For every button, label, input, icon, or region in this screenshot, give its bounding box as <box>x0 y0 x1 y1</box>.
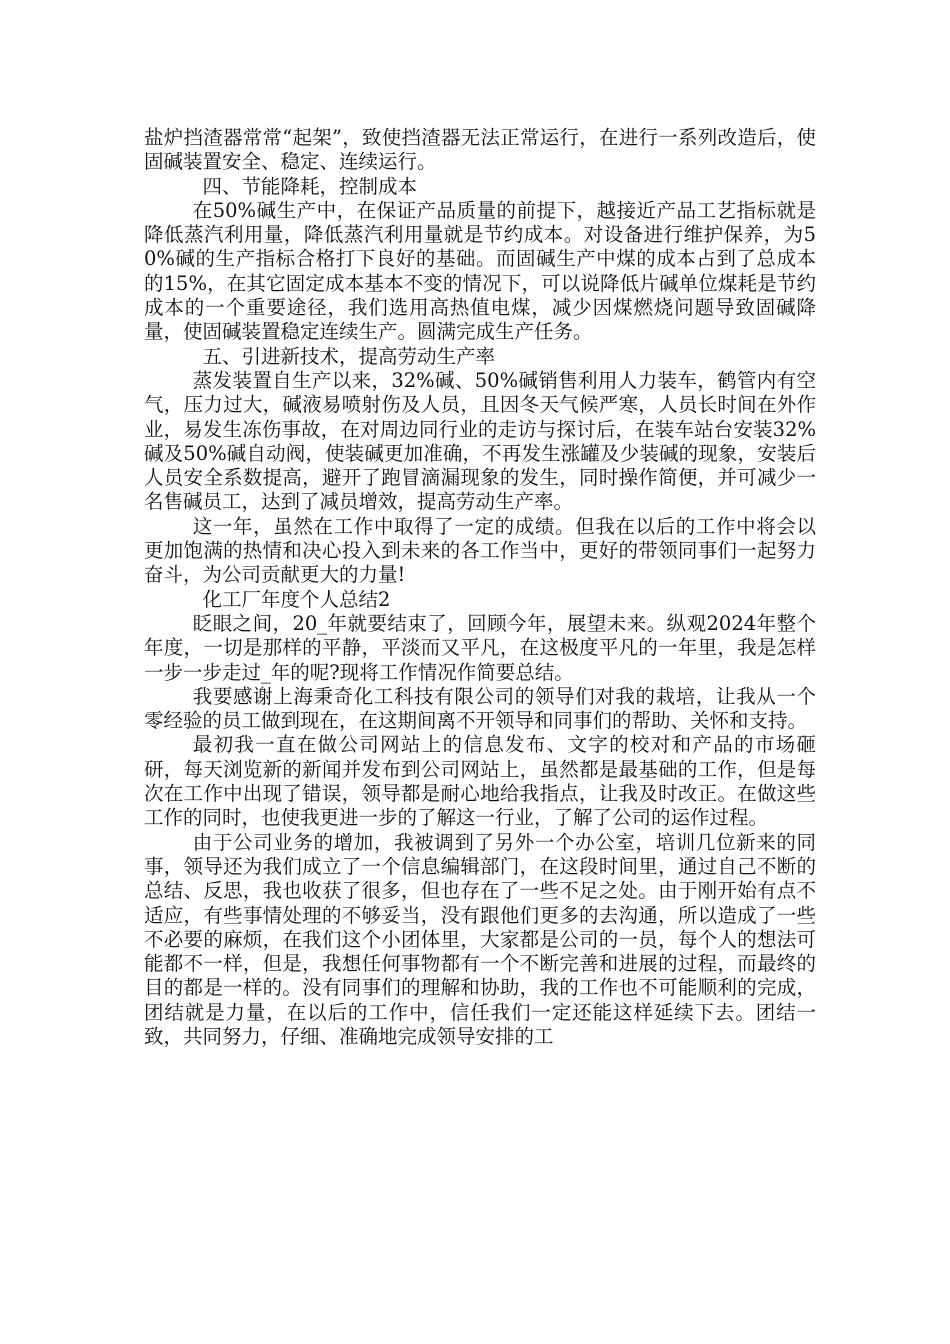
paragraph-year-conclusion: 这一年，虽然在工作中取得了一定的成绩。但我在以后的工作中将会以更加饱满的热情和决心投入到未来的各工作当中，更好的带领同事们一起努力奋斗，为公司贡献更大的力量! <box>144 514 816 587</box>
paragraph-early-work: 最初我一直在做公司网站上的信息发布、文字的校对和产品的市场砸研，每天浏览新的新闻并发布到公司网站上，虽然都是最基础的工作，但是每次在工作中出现了错误，领导都是耐心地给我指点，让我及时改正。在做这些工作的同时，也使我更进一步的了解这一行业，了解了公司的运作过程。 <box>144 733 816 830</box>
paragraph-thanks: 我要感谢上海秉奇化工科技有限公司的领导们对我的栽培，让我从一个零经验的员工做到现在，在这期间离不开领导和同事们的帮助、关怀和支持。 <box>144 684 816 733</box>
paragraph-continuation: 盐炉挡渣器常常“起架”，致使挡渣器无法正常运行，在进行一系列改造后，使固碱装置安全、稳定、连续运行。 <box>144 126 816 174</box>
section-heading-new-technology: 五、引进新技术，提高劳动生产率 <box>202 344 496 368</box>
document-body <box>144 126 816 1049</box>
section-heading-energy-saving: 四、节能降耗，控制成本 <box>202 174 418 198</box>
paragraph-new-technology: 蒸发装置自生产以来，32%碱、50%碱销售利用人力装车，鹤管内有空气，压力过大，碱液易喷射伤及人员，且因冬天气候严寒，人员长时间在外作业，易发生冻伤事故，在对周边同行业的走访与探讨后，在装车站台安装32%碱及50%碱自动阀，使装碱更加准确，不再发生涨罐及少装碱的现象，安装后人员安全系数提高，避开了跑冒滴漏现象的发生，同时操作简便，并可减少一名售碱员工，达到了减员增效，提高劳动生产率。 <box>144 368 816 514</box>
document-subtitle-summary-2: 化工厂年度个人总结2 <box>202 587 391 611</box>
paragraph-year-review: 眨眼之间，20_年就要结束了，回顾今年，展望未来。纵观2024年整个年度，一切是那样的平静，平淡而又平凡，在这极度平凡的一年里，我是怎样一步一步走过_年的呢?现将工作情况作简要总结。 <box>144 611 816 684</box>
paragraph-team-work: 由于公司业务的增加，我被调到了另外一个办公室，培训几位新来的同事，领导还为我们成立了一个信息编辑部门，在这段时间里，通过自己不断的总结、反思，我也收获了很多，但也存在了一些不足之处。由于刚开始有点不适应，有些事情处理的不够妥当，没有跟他们更多的去沟通，所以造成了一些不必要的麻烦，在我们这个小团体里，大家都是公司的一员，每个人的想法可能都不一样，但是，我想任何事物都有一个不断完善和进展的过程，而最终的目的都是一样的。没有同事们的理解和协助，我的工作也不可能顺利的完成，团结就是力量，在以后的工作中，信任我们一定还能这样延续下去。团结一致，共同努力，仔细、准确地完成领导安排的工 <box>144 830 816 1048</box>
paragraph-energy-saving: 在50%碱生产中，在保证产品质量的前提下，越接近产品工艺指标就是降低蒸汽利用量，降低蒸汽利用量就是节约成本。对设备进行维护保养，为50%碱的生产指标合格打下良好的基础。而固碱生产中煤的成本占到了总成本的15%，在其它固定成本基本不变的情况下，可以说降低片碱单位煤耗是节约成本的一个重要途径，我们选用高热值电煤，减少因煤燃烧问题导致固碱降量，使固碱装置稳定连续生产。圆满完成生产任务。 <box>144 198 816 344</box>
